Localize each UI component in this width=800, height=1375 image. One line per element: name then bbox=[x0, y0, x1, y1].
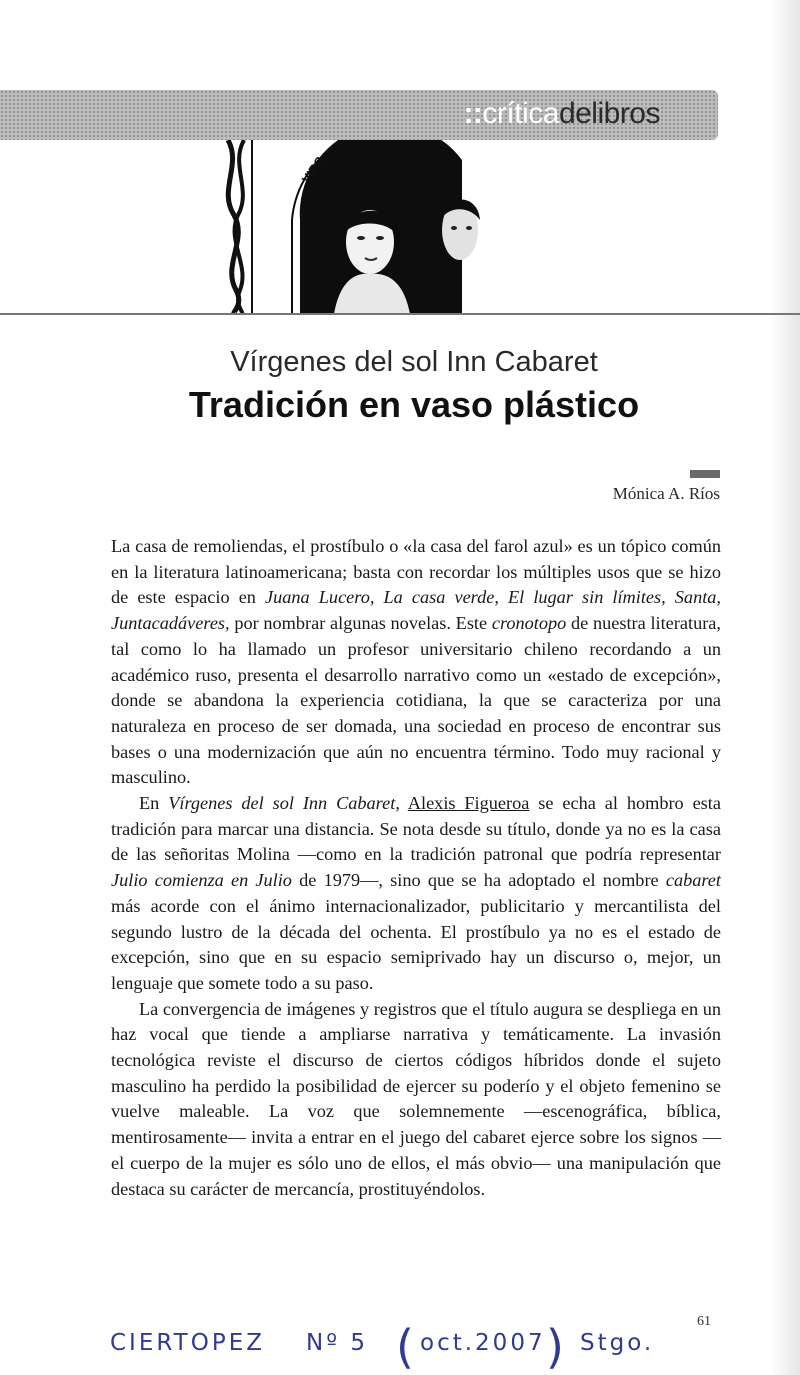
term-italic: cabaret bbox=[665, 870, 721, 891]
hero-photo bbox=[222, 140, 482, 314]
text-run: más acorde con el ánimo internacionalizador, publicitario y mercantilista del segundo lustro de la década del ochenta. El prostíbulo ya no es el estado de excepción, sino que en su espacio semiprivado hay un discurso o, mejor, un lenguaje que somete todo a su paso. bbox=[111, 895, 721, 993]
article-author: Mónica A. Ríos bbox=[612, 484, 720, 503]
article-title: Tradición en vaso plástico bbox=[188, 384, 640, 425]
section-prefix: :: bbox=[463, 97, 483, 130]
book-title-italic: Vírgenes del sol Inn Cabaret bbox=[168, 793, 396, 814]
paragraph-1 bbox=[111, 534, 721, 791]
text-run: de 1979—, sino que se ha adoptado el nombre bbox=[291, 870, 666, 891]
handwritten-city: Stgo. bbox=[580, 1330, 655, 1356]
handwritten-paren-open: ( bbox=[396, 1320, 417, 1374]
book-titles-italic: Juana Lucero, La casa verde, El lugar sin límites, Santa, Juntacadáveres, bbox=[111, 587, 721, 634]
page-edge-shadow bbox=[770, 0, 800, 1375]
term-italic: cronotopo bbox=[491, 613, 567, 634]
text-run: En bbox=[139, 793, 169, 814]
author-marker bbox=[690, 470, 720, 478]
paragraph-2 bbox=[111, 791, 721, 997]
text-run: de nuestra literatura, tal como lo ha llamado un profesor universitario chileno recordando a un académico ruso, presenta el desarrollo narrativo como un «estado de excepción», donde se abandona la experiencia cotidiana, la que se caracteriza por una naturaleza en proceso de ser domada, una sociedad en proceso de encontrar sus bases o una modernización que aún no encuentra término. Todo muy racional y masculino. bbox=[111, 613, 721, 788]
handwritten-note bbox=[110, 1320, 670, 1374]
text-run: se echa al hombro esta tradición para marcar una distancia. Se nota desde su título, donde ya no es la casa de las señoritas Molina —como en la tradición patronal que podría representar bbox=[111, 793, 721, 865]
text-run: La casa de remoliendas, el prostíbulo o «la casa del farol azul» es un tópico común en la literatura latinoamericana; basta con recordar los múltiples usos que se hizo de este espacio en bbox=[111, 536, 721, 608]
text-run: La convergencia de imágenes y registros que el título augura se despliega en un haz vocal que tiende a ampliarse narrativa y temáticamente. La invasión tecnológica reviste el discurso de ciertos códigos híbridos donde el sujeto masculino ha perdido la posibilidad de ejercer su poderío y el objeto femenino se vuelve maleable. La voz que solemnemente —escenográfica, bíblica, mentirosamente— invita a entrar en el juego del cabaret ejerce sobre los signos —el cuerpo de la mujer es sólo uno de ellos, el más obvio— una manipulación que destaca su carácter de mercancía, prostituyéndolos. bbox=[111, 998, 721, 1199]
ornament-stripe bbox=[228, 140, 252, 314]
svg-text:VIRG: VIRG bbox=[298, 153, 328, 186]
article-body bbox=[111, 534, 721, 1202]
section-title bbox=[463, 94, 660, 134]
cabaret-photo-illustration bbox=[222, 140, 482, 314]
handwritten-issue: Nº 5 bbox=[306, 1330, 368, 1356]
author-name-underlined: Alexis Figueroa bbox=[407, 793, 530, 814]
handwritten-date: oct.2007 bbox=[420, 1330, 546, 1356]
handwritten-publication: CIERTOPEZ bbox=[110, 1330, 265, 1356]
book-title-italic: Julio comienza en Julio bbox=[111, 870, 292, 891]
section-title-part1: crítica bbox=[482, 97, 559, 130]
paragraph-3 bbox=[111, 997, 721, 1203]
page-number: 61 bbox=[697, 1314, 711, 1329]
top-smudge bbox=[520, 58, 580, 68]
handwritten-paren-close: ) bbox=[546, 1320, 567, 1374]
section-banner bbox=[0, 90, 718, 140]
header-divider bbox=[0, 313, 800, 315]
text-run: por nombrar algunas novelas. Este bbox=[229, 613, 492, 634]
section-title-part2: delibros bbox=[558, 97, 660, 130]
text-run: , bbox=[395, 793, 408, 814]
article-kicker: Vírgenes del sol Inn Cabaret bbox=[230, 346, 598, 378]
